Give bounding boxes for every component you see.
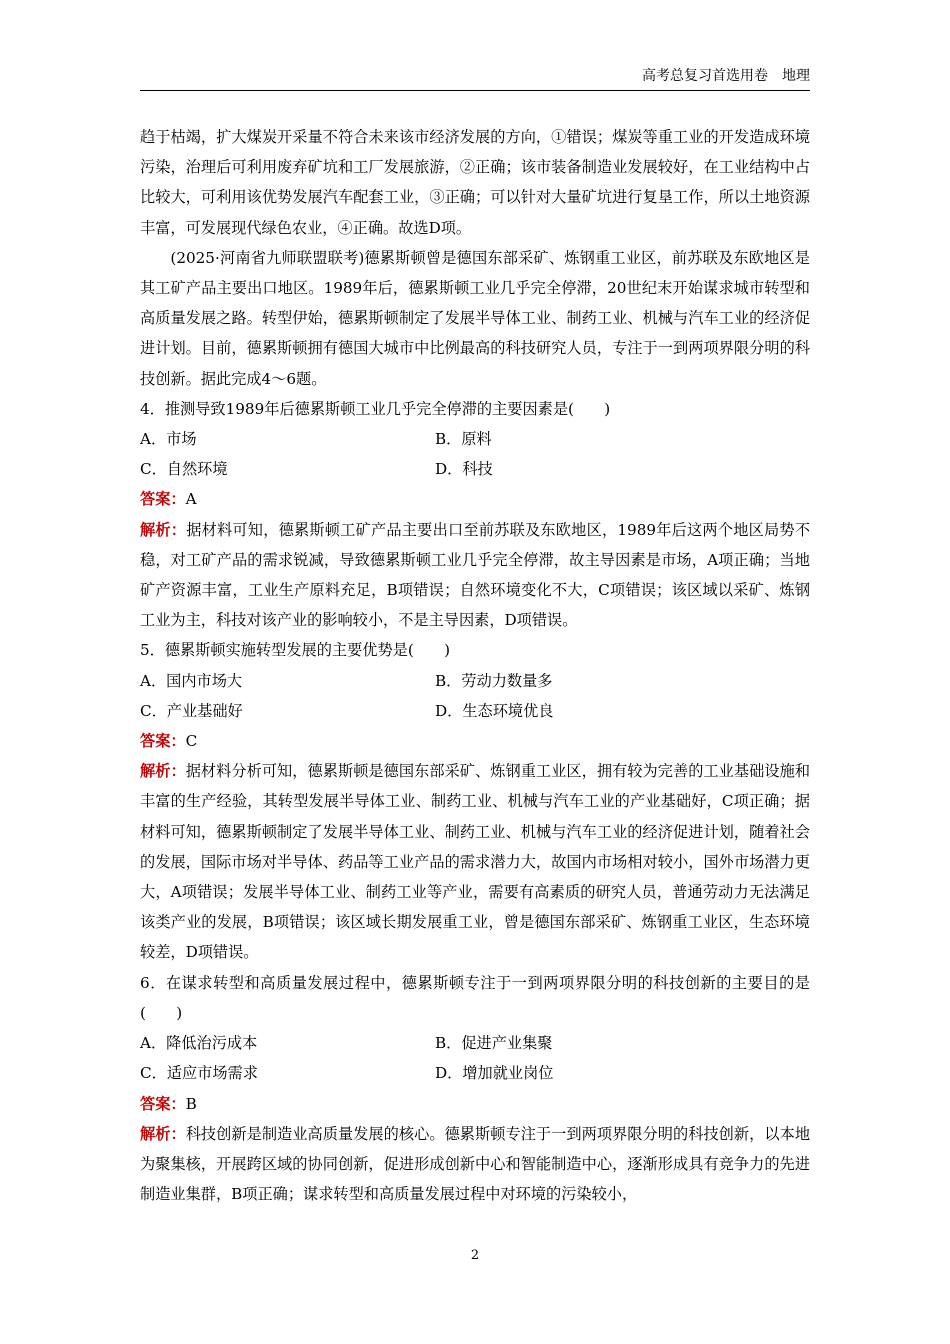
answer-line bbox=[140, 484, 810, 514]
option-a: A．国内市场大 bbox=[140, 671, 243, 690]
analysis-text: 科技创新是制造业高质量发展的核心。德累斯顿专注于一到两项界限分明的科技创新，以本地为聚集核，开展跨区域的协同创新，促进形成创新中心和智能制造中心，逐渐形成具有竞争力的先进制造业集群，B项正确；谋求转型和高质量发展过程中对环境的污染较小， bbox=[140, 1124, 811, 1204]
analysis-text: 据材料可知，德累斯顿工矿产品主要出口至前苏联及东欧地区，1989年后这两个地区局势不稳，对工矿产品的需求锐减，导致德累斯顿工业几乎完全停滞，故主导因素是市场，A项正确；当地矿产资源丰富，工业生产原料充足，B项错误；自然环境变化不大，C项错误；该区域以采矿、炼钢工业为主，科技对该产业的影响较小，不是主导因素，D项错误。 bbox=[140, 520, 811, 630]
option-a: A．降低治污成本 bbox=[140, 1034, 258, 1053]
answer-line bbox=[140, 726, 810, 756]
analysis-label: 解析： bbox=[140, 1124, 186, 1143]
option-d: D．增加就业岗位 bbox=[435, 1064, 554, 1083]
analysis-paragraph bbox=[140, 756, 810, 967]
page-header: 高考总复习首选用卷 地理 bbox=[140, 66, 810, 91]
option-row bbox=[140, 454, 810, 484]
answer-value: B bbox=[185, 1094, 197, 1113]
question-stem: 5．德累斯顿实施转型发展的主要优势是( ) bbox=[140, 641, 451, 660]
analysis-paragraph bbox=[140, 515, 810, 636]
answer-value: C bbox=[185, 732, 198, 751]
answer-value: A bbox=[185, 490, 197, 509]
analysis-text: 据材料分析可知，德累斯顿是德国东部采矿、炼钢重工业区，拥有较为完善的工业基础设施和丰富的生产经验，其转型发展半导体工业、制药工业、机械与汽车工业的产业基础好，C项正确；据材料可知，德累斯顿制定了发展半导体工业、制药工业、机械与汽车工业的经济促进计划，随着社会的发展，国际市场对半导体、药品等工业产品的需求潜力大，故国内市场相对较小，国外市场潜力更大，A项错误；发展半导体工业、制药工业等产业，需要有高素质的研究人员，普通劳动力无法满足该类产业的发展，B项错误；该区域长期发展重工业，曾是德国东部采矿、炼钢重工业区，生态环境较差，D项错误。 bbox=[140, 762, 811, 962]
option-b: B．原料 bbox=[435, 430, 492, 449]
material-paragraph: (2025·河南省九师联盟联考)德累斯顿曾是德国东部采矿、炼钢重工业区，前苏联及东欧地区是其工矿产品主要出口地区。1989年后，德累斯顿工业几乎完全停滞，20世纪末开始谋求城市转型和高质量发展之路。转型伊始，德累斯顿制定了发展半导体工业、制药工业、机械与汽车工业的经济促进计划。目前，德累斯顿拥有德国大城市中比例最高的科技研究人员，专注于一到两项界限分明的科技创新。据此完成4～6题。 bbox=[140, 248, 810, 388]
analysis-label: 解析： bbox=[140, 762, 186, 781]
analysis-paragraph bbox=[140, 1119, 810, 1210]
question-stem: 6．在谋求转型和高质量发展过程中，德累斯顿专注于一到两项界限分明的科技创新的主要目的是( ) bbox=[140, 973, 810, 1022]
analysis-label: 解析： bbox=[140, 520, 187, 539]
option-d: D．生态环境优良 bbox=[435, 701, 554, 720]
page-number: 2 bbox=[470, 1248, 480, 1263]
option-c: C．适应市场需求 bbox=[140, 1064, 258, 1083]
answer-label: 答案： bbox=[140, 732, 186, 751]
option-c: C．自然环境 bbox=[140, 460, 228, 479]
answer-label: 答案： bbox=[140, 490, 186, 509]
option-row bbox=[140, 1058, 810, 1088]
option-row bbox=[140, 696, 810, 726]
option-row bbox=[140, 666, 810, 696]
option-a: A．市场 bbox=[140, 430, 197, 449]
intro-paragraph: 趋于枯竭，扩大煤炭开采量不符合未来该市经济发展的方向，①错误；煤炭等重工业的开发造成环境污染，治理后可利用废弃矿坑和工厂发展旅游，②正确；该市装备制造业发展较好，在工业结构中占比较大，可利用该优势发展汽车配套工业，③正确；可以针对大量矿坑进行复垦工作，所以土地资源丰富，可发展现代绿色农业，④正确。故选D项。 bbox=[140, 128, 810, 237]
document-body bbox=[140, 122, 810, 1209]
option-b: B．促进产业集聚 bbox=[435, 1034, 553, 1053]
question-stem: 4．推测导致1989年后德累斯顿工业几乎完全停滞的主要因素是( ) bbox=[140, 399, 611, 418]
answer-line bbox=[140, 1089, 810, 1119]
option-b: B．劳动力数量多 bbox=[435, 671, 553, 690]
option-row bbox=[140, 424, 810, 454]
answer-label: 答案： bbox=[140, 1094, 186, 1113]
option-d: D．科技 bbox=[435, 460, 493, 479]
option-row bbox=[140, 1028, 810, 1058]
option-c: C．产业基础好 bbox=[140, 701, 243, 720]
